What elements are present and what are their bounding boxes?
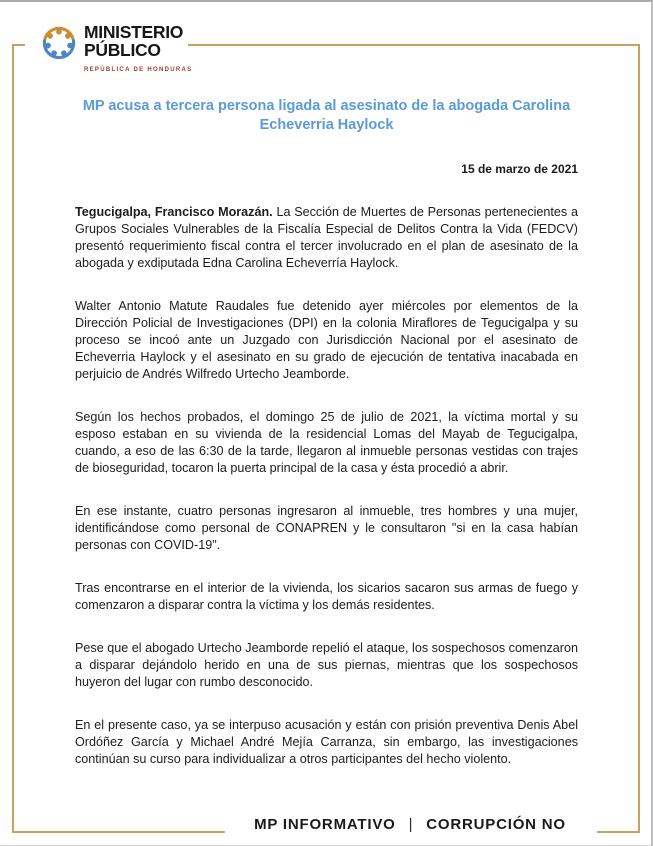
page-title-line2: Echeverria Haylock xyxy=(259,117,394,133)
org-name-line2: PÚBLICO xyxy=(84,40,161,60)
document-date: 15 de marzo de 2021 xyxy=(461,162,578,176)
page-title xyxy=(75,97,578,135)
body-paragraph-5: Tras encontrarse en el interior de la vivienda, los sicarios sacaron sus armas de fuego y comenzaron a disparar contra la víctima y los demás residentes. xyxy=(75,581,578,612)
footer-left-label: MP INFORMATIVO xyxy=(254,816,396,833)
body-paragraph-3: Según los hechos probados, el domingo 25 de julio de 2021, la víctima mortal y su esposo estaban en su vivienda de la residencial Lomas del Mayab de Tegucigalpa, cuando, a eso de las 6:30 de la tarde, llegaron al inmueble personas vestidas con trajes de bioseguridad, tocaron la puerta principal de la casa y ésta procedió a abrir. xyxy=(75,410,578,475)
ministerio-publico-logo-icon xyxy=(38,20,80,66)
footer-right-label: CORRUPCIÓN NO xyxy=(426,816,566,833)
body-paragraph-2: Walter Antonio Matute Raudales fue detenido ayer miércoles por elementos de la Dirección Policial de Investigaciones (DPI) en la colonia Miraflores de Tegucigalpa y su proceso se incoó ante un Juzgado con Jurisdicción Nacional por el asesinato de Echeverria Haylock y el asesinato en su grado de ejecución de tentativa inacabada en perjuicio de Andrés Wilfredo Urtecho Jeamborde. xyxy=(75,299,578,381)
org-subtitle: REPÚBLICA DE HONDURAS xyxy=(84,67,193,73)
frame-bottom-right-line xyxy=(597,831,640,833)
body-paragraph-4: En ese instante, cuatro personas ingresaron al inmueble, tres hombres y una mujer, identificándose como personal de CONAPREN y le consultaron "si en la casa habían personas con COVID-19". xyxy=(75,504,578,552)
frame-top-line xyxy=(188,44,640,46)
body-paragraph-7: En el presente caso, ya se interpuso acusación y están con prisión preventiva Denis Abel Ordóñez García y Michael André Mejía Carranza, sin embargo, las investigaciones continúan su curso para individualizar a otros participantes del hecho violento. xyxy=(75,718,578,766)
document-body xyxy=(75,97,578,794)
body-paragraph-6: Pese que el abogado Urtecho Jeamborde repelió el ataque, los sospechosos comenzaron a disparar dejándolo herido en una de sus piernas, mientras que los sospechosos huyeron del lugar con rumbo desconocido. xyxy=(75,641,578,689)
frame-bottom-left-line xyxy=(12,831,225,833)
dateline-lead: Tegucigalpa, Francisco Morazán. xyxy=(75,205,273,219)
body-paragraph-1: Tegucigalpa, Francisco Morazán. La Sección de Muertes de Personas pertenecientes a Grupos Sociales Vulnerables de la Fiscalía Especial de Delitos Contra la Vida (FEDCV) presentó requerimiento fiscal contra el tercer involucrado en el plan de asesinato de la abogada y exdiputada Edna Carolina Echeverría Haylock. xyxy=(75,205,578,270)
page-title-line1: MP acusa a tercera persona ligada al asesinato de la abogada Carolina xyxy=(82,98,571,114)
footer-separator: | xyxy=(408,816,414,833)
frame-left-line xyxy=(12,44,14,833)
logo-wordmark xyxy=(84,23,192,79)
body-copy xyxy=(75,204,578,768)
frame-right-line xyxy=(638,44,640,833)
footer-banner xyxy=(240,816,580,833)
org-name-line1: MINISTERIO xyxy=(84,22,184,42)
